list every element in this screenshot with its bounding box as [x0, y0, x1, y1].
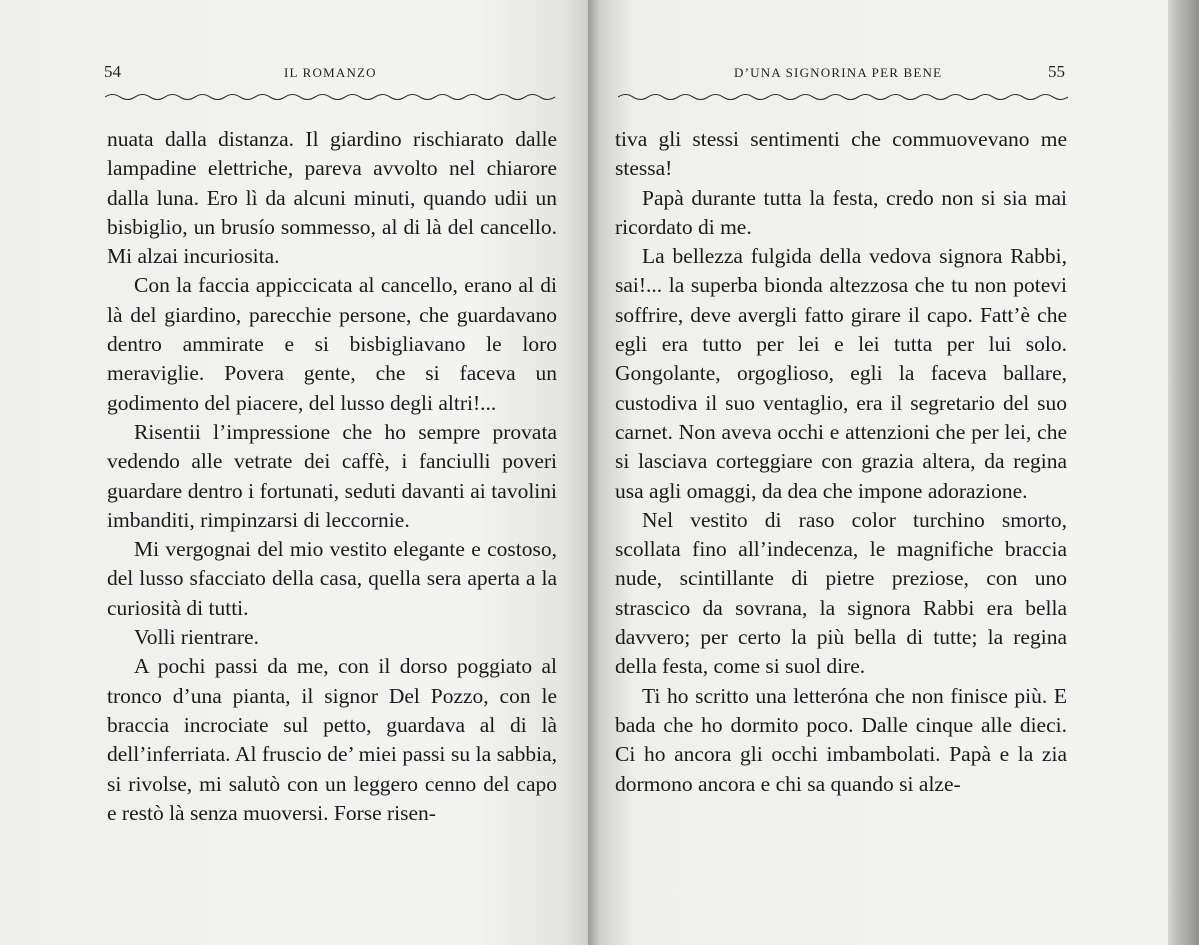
- decorative-rule: [105, 92, 555, 102]
- paragraph: La bellezza fulgida della vedova signora Rabbi, sai!... la superba bionda altezzosa che tu non potevi soffrire, deve avergli fatto girare il capo. Fatt’è che egli era tutto per lei e lei tutta per lui solo. Gongolante, orgoglioso, egli la faceva ballare, custodiva il suo ventaglio, era il segretario del suo carnet. Non aveva occhi e attenzioni che per lei, che si lasciava corteggiare con grazia altera, da regina usa agli omaggi, da dea che impone adorazione.: [615, 244, 1067, 503]
- page-number: 54: [104, 62, 121, 81]
- paragraph: Ti ho scritto una letteróna che non finisce più. E bada che ho dormito poco. Dalle cinque alle dieci. Ci ho ancora gli occhi imbambolati. Papà e la zia dormono ancora e chi sa quando si alze-: [615, 683, 1067, 796]
- page-number: 55: [1048, 62, 1065, 81]
- left-page-body: [107, 125, 557, 828]
- right-page: [588, 0, 1168, 945]
- paragraph: Nel vestito di raso color turchino smorto, scollata fino all’indecenza, le magnifiche braccia nude, scintillante di pietre preziose, con uno strascico da sovrana, la signora Rabbi era bella davvero; per certo la più bella di tutte; la regina della festa, come si suol dire.: [615, 507, 1067, 679]
- page-edge-shadow: [1168, 0, 1199, 945]
- left-page: [0, 0, 588, 945]
- paragraph: A pochi passi da me, con il dorso poggiato al tronco d’una pianta, il signor Del Pozzo, con le braccia incrociate sul petto, guardava al di là dell’inferriata. Al fruscio de’ miei passi su la sabbia, si rivolse, mi salutò con un leggero cenno del capo e restò là senza muoversi. Forse risen-: [107, 654, 557, 825]
- paragraph: Con la faccia appiccicata al cancello, erano al di là del giardino, parecchie persone, che guardavano dentro ammirate e si bisbigliavano le loro meraviglie. Povera gente, che si faceva un godimento del piacere, del lusso degli altri!...: [107, 273, 557, 415]
- paragraph: Mi vergognai del mio vestito elegante e costoso, del lusso sfacciato della casa, quella sera aperta a la curiosità di tutti.: [107, 537, 557, 620]
- running-head: D’UNA SIGNORINA PER BENE: [734, 65, 943, 80]
- decorative-rule: [618, 92, 1068, 102]
- paragraph: Volli rientrare.: [134, 625, 259, 650]
- running-head: IL ROMANZO: [284, 65, 377, 80]
- right-page-body: [615, 125, 1067, 799]
- paragraph: tiva gli stessi sentimenti che commuovevano me stessa!: [615, 127, 1067, 181]
- paragraph: Risentii l’impressione che ho sempre provata vedendo alle vetrate dei caffè, i fanciulli poveri guardare dentro i fortunati, seduti davanti ai tavolini imbanditi, rimpinzarsi di leccornie.: [107, 419, 557, 532]
- paragraph: nuata dalla distanza. Il giardino rischiarato dalle lampadine elettriche, pareva avvolto nel chiarore dalla luna. Ero lì da alcuni minuti, quando udii un bisbiglio, un brusío sommesso, al di là del cancello. Mi alzai incuriosita.: [107, 127, 557, 269]
- paragraph: Papà durante tutta la festa, credo non si sia mai ricordato di me.: [615, 185, 1067, 239]
